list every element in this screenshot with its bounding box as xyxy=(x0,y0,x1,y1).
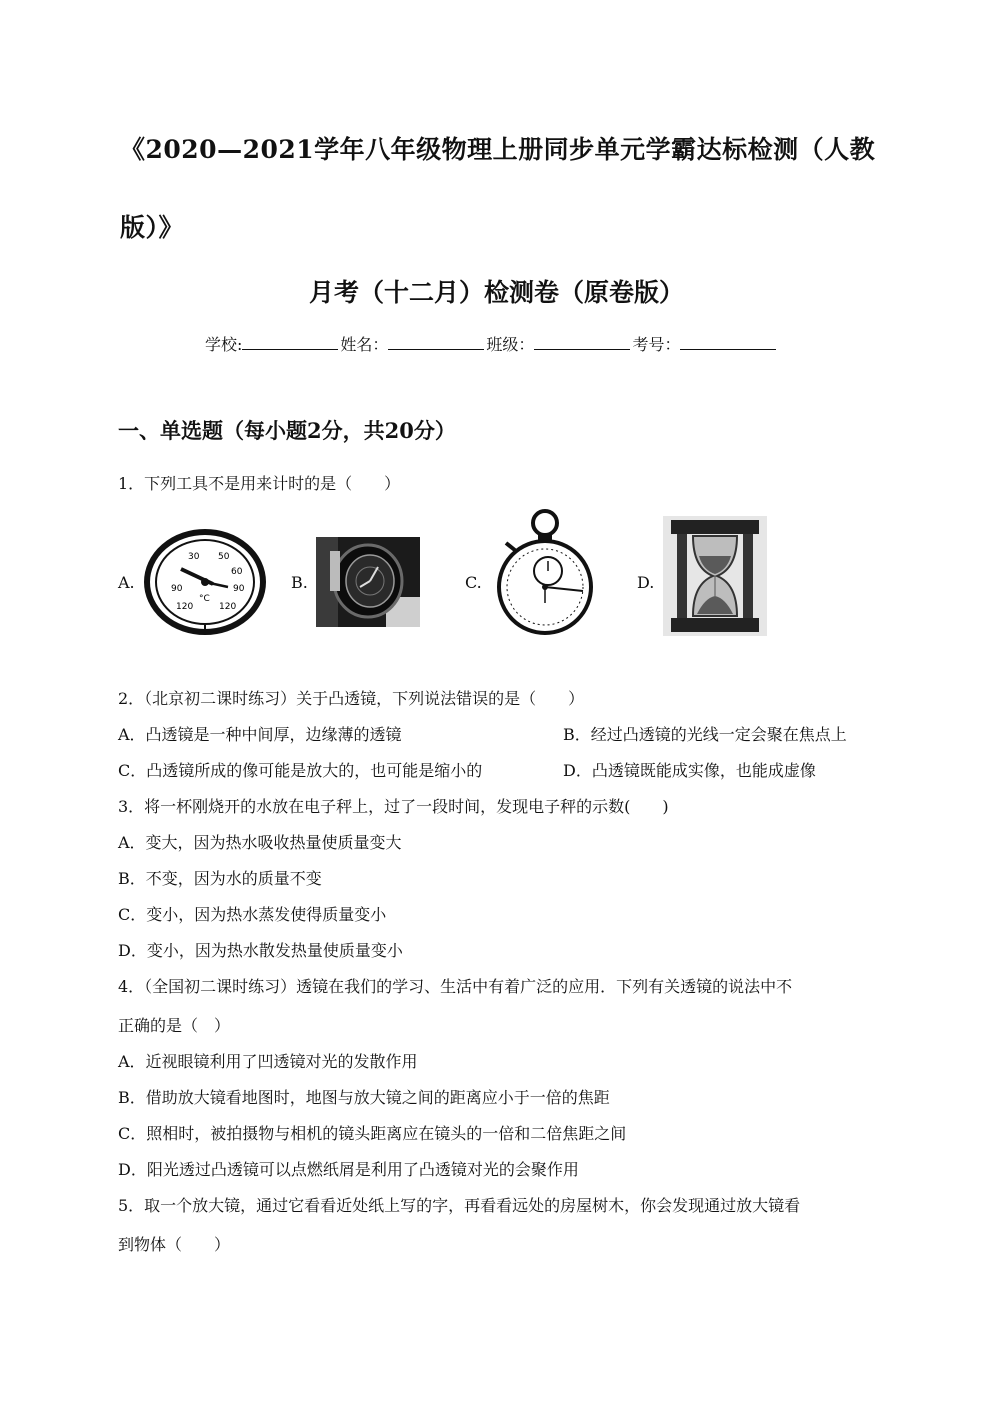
thermo-tick-60: 60 xyxy=(231,567,243,577)
exam-subtitle: 月考（十二月）检测卷（原卷版） xyxy=(308,278,684,307)
question-3-stem: 3．将一杯刚烧开的水放在电子秤上，过了一段时间，发现电子秤的示数( ) xyxy=(118,797,669,816)
number-label: 考号： xyxy=(632,335,681,354)
name-field[interactable] xyxy=(388,335,484,350)
q2-option-d: D．凸透镜既能成实像，也能成虚像 xyxy=(563,761,816,780)
q2-option-b: B．经过凸透镜的光线一定会聚在焦点上 xyxy=(563,725,847,744)
stopwatch-image xyxy=(488,505,602,635)
name-label: 姓名： xyxy=(340,335,389,354)
class-field[interactable] xyxy=(534,335,630,350)
class-label: 班级： xyxy=(486,335,535,354)
page-title-line1: 《2020—2021学年八年级物理上册同步单元学霸达标检测（人教 xyxy=(120,135,876,164)
thermo-tick-30: 30 xyxy=(188,552,200,562)
q4-option-b: B．借助放大镜看地图时，地图与放大镜之间的距离应小于一倍的焦距 xyxy=(118,1088,610,1107)
q3-option-c: C．变小，因为热水蒸发使得质量变小 xyxy=(118,905,387,924)
school-field[interactable] xyxy=(242,335,338,350)
q1-option-b-label: B. xyxy=(291,573,308,592)
q4-option-a: A．近视眼镜利用了凹透镜对光的发散作用 xyxy=(118,1052,418,1071)
question-4-stem-line2: 正确的是（ ） xyxy=(118,1016,231,1035)
q1-option-a-label: A. xyxy=(118,573,135,592)
page-title-line2: 版）》 xyxy=(120,213,185,242)
school-label: 学校: xyxy=(205,335,243,354)
q3-option-d: D．变小，因为热水散发热量使质量变小 xyxy=(118,941,403,960)
student-info-line xyxy=(205,332,778,355)
thermo-tick-90-right: 90 xyxy=(233,584,245,594)
clock-photo-image xyxy=(316,537,420,627)
hourglass-image xyxy=(663,516,767,636)
number-field[interactable] xyxy=(680,335,776,350)
question-5-stem-line2: 到物体（ ） xyxy=(118,1235,231,1254)
q3-option-b: B．不变，因为水的质量不变 xyxy=(118,869,322,888)
thermometer-dial-image xyxy=(143,529,267,635)
question-2-stem: 2．（北京初二课时练习）关于凸透镜，下列说法错误的是（ ） xyxy=(118,689,585,708)
question-5-stem-line1: 5．取一个放大镜，通过它看看近处纸上写的字，再看看远处的房屋树木，你会发现通过放大镜看 xyxy=(118,1196,801,1215)
q1-option-c-label: C. xyxy=(465,573,482,592)
thermo-tick-120-right: 120 xyxy=(219,602,237,612)
thermo-tick-120-left: 120 xyxy=(176,602,194,612)
question-4-stem-line1: 4．（全国初二课时练习）透镜在我们的学习、生活中有着广泛的应用．下列有关透镜的说法中不 xyxy=(118,977,793,996)
question-1-stem: 1．下列工具不是用来计时的是（ ） xyxy=(118,474,401,493)
q1-option-d-label: D. xyxy=(637,573,655,592)
thermo-tick-50: 50 xyxy=(218,552,230,562)
thermo-tick-90-left: 90 xyxy=(171,584,183,594)
q2-option-c: C．凸透镜所成的像可能是放大的，也可能是缩小的 xyxy=(118,761,483,780)
q2-option-a: A．凸透镜是一种中间厚，边缘薄的透镜 xyxy=(118,725,402,744)
q3-option-a: A．变大，因为热水吸收热量使质量变大 xyxy=(118,833,402,852)
section-heading: 一、单选题（每小题2分，共20分） xyxy=(118,418,456,443)
q4-option-c: C．照相时，被拍摄物与相机的镜头距离应在镜头的一倍和二倍焦距之间 xyxy=(118,1124,627,1143)
q4-option-d: D．阳光透过凸透镜可以点燃纸屑是利用了凸透镜对光的会聚作用 xyxy=(118,1160,579,1179)
thermo-unit: °C xyxy=(199,594,210,604)
